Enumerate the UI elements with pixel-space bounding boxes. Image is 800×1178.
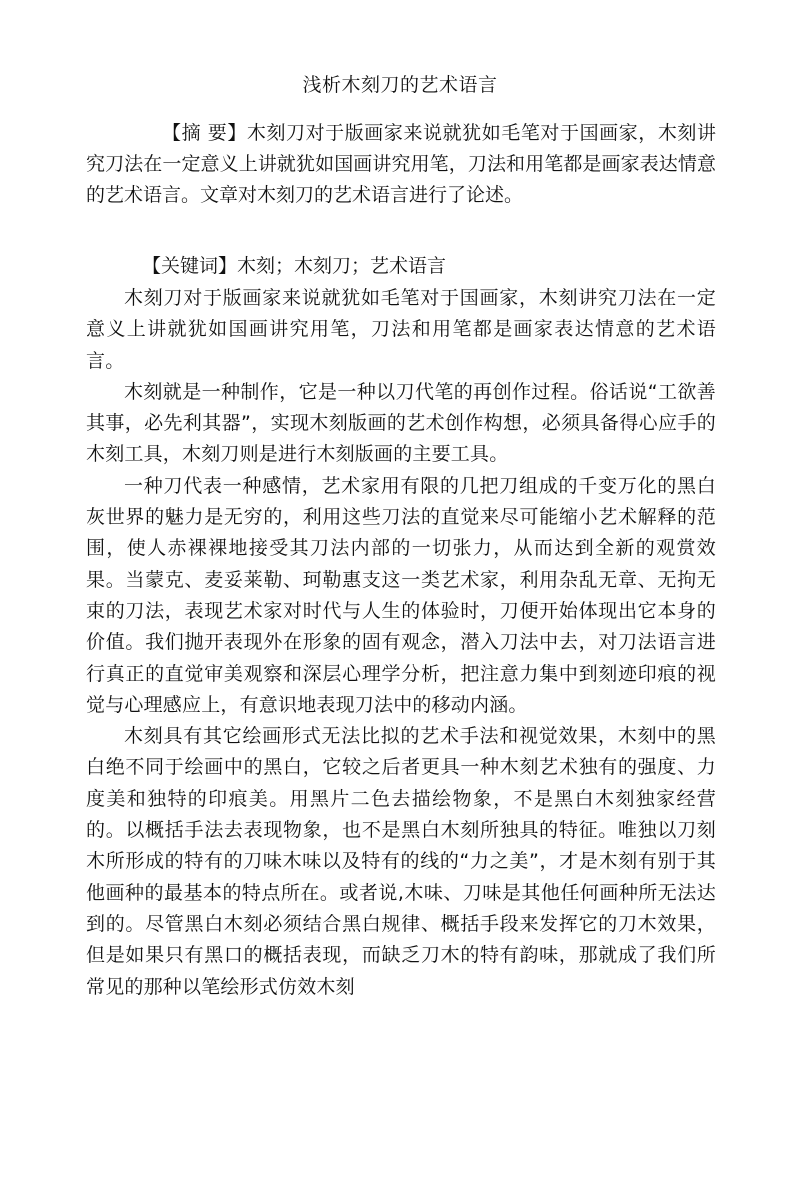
body-paragraph: 木刻具有其它绘画形式无法比拟的艺术手法和视觉效果，木刻中的黑白绝不同于绘画中的黑白，它较之后者更具一种木刻艺术独有的强度、力度美和独特的印痕美。用黑片二色去描绘物象，不是黑白木刻独家经营的。以概括手法去表现物象，也不是黑白木刻所独具的特征。唯独以刀刻木所形成的特有的刀味木味以及特有的线的“力之美”，才是木刻有别于其他画种的最基本的特点所在。或者说,木味、刀味是其他任何画种所无法达到的。尽管黑白木刻必须结合黑白规律、概括手段来发挥它的刀木效果，但是如果只有黑口的概括表现，而缺乏刀木的特有韵味，那就成了我们所常见的那种以笔绘形式仿效木刻 — [86, 725, 716, 998]
body-paragraph: 一种刀代表一种感情，艺术家用有限的几把刀组成的千变万化的黑白灰世界的魅力是无穷的，利用这些刀法的直觉来尽可能缩小艺术解释的范围，使人赤裸裸地接受其刀法内部的一切张力，从而达到全新的观赏效果。当蒙克、麦妥莱勒、珂勒惠支这一类艺术家，利用杂乱无章、无拘无束的刀法，表现艺术家对时代与人生的体验时，刀便开始体现出它本身的价值。我们抛开表现外在形象的固有观念，潜入刀法中去，对刀法语言进行真正的直觉审美观察和深层心理学分析，把注意力集中到刻迹印痕的视觉与心理感应上，有意识地表现刀法中的移动内涵。 — [86, 474, 716, 716]
document-title: 浅析木刻刀的艺术语言 — [302, 74, 498, 96]
abstract-paragraph: 【摘 要】木刻刀对于版画家来说就犹如毛笔对于国画家，木刻讲究刀法在一定意义上讲就犹如国画讲究用笔，刀法和用笔都是画家表达情意的艺术语言。文章对木刻刀的艺术语言进行了论述。 — [86, 122, 716, 206]
keywords-line: 【关键词】木刻；木刻刀；艺术语言 — [142, 255, 447, 277]
body-text — [86, 283, 716, 1003]
body-paragraph: 木刻刀对于版画家来说就犹如毛笔对于国画家，木刻讲究刀法在一定意义上讲就犹如国画讲究用笔，刀法和用笔都是画家表达情意的艺术语言。 — [86, 287, 716, 372]
body-paragraph: 木刻就是一种制作，它是一种以刀代笔的再创作过程。俗话说“工欲善其事，必先利其器”，实现木刻版画的艺术创作构想，必须具备得心应手的木刻工具，木刻刀则是进行木刻版画的主要工具。 — [86, 380, 716, 466]
